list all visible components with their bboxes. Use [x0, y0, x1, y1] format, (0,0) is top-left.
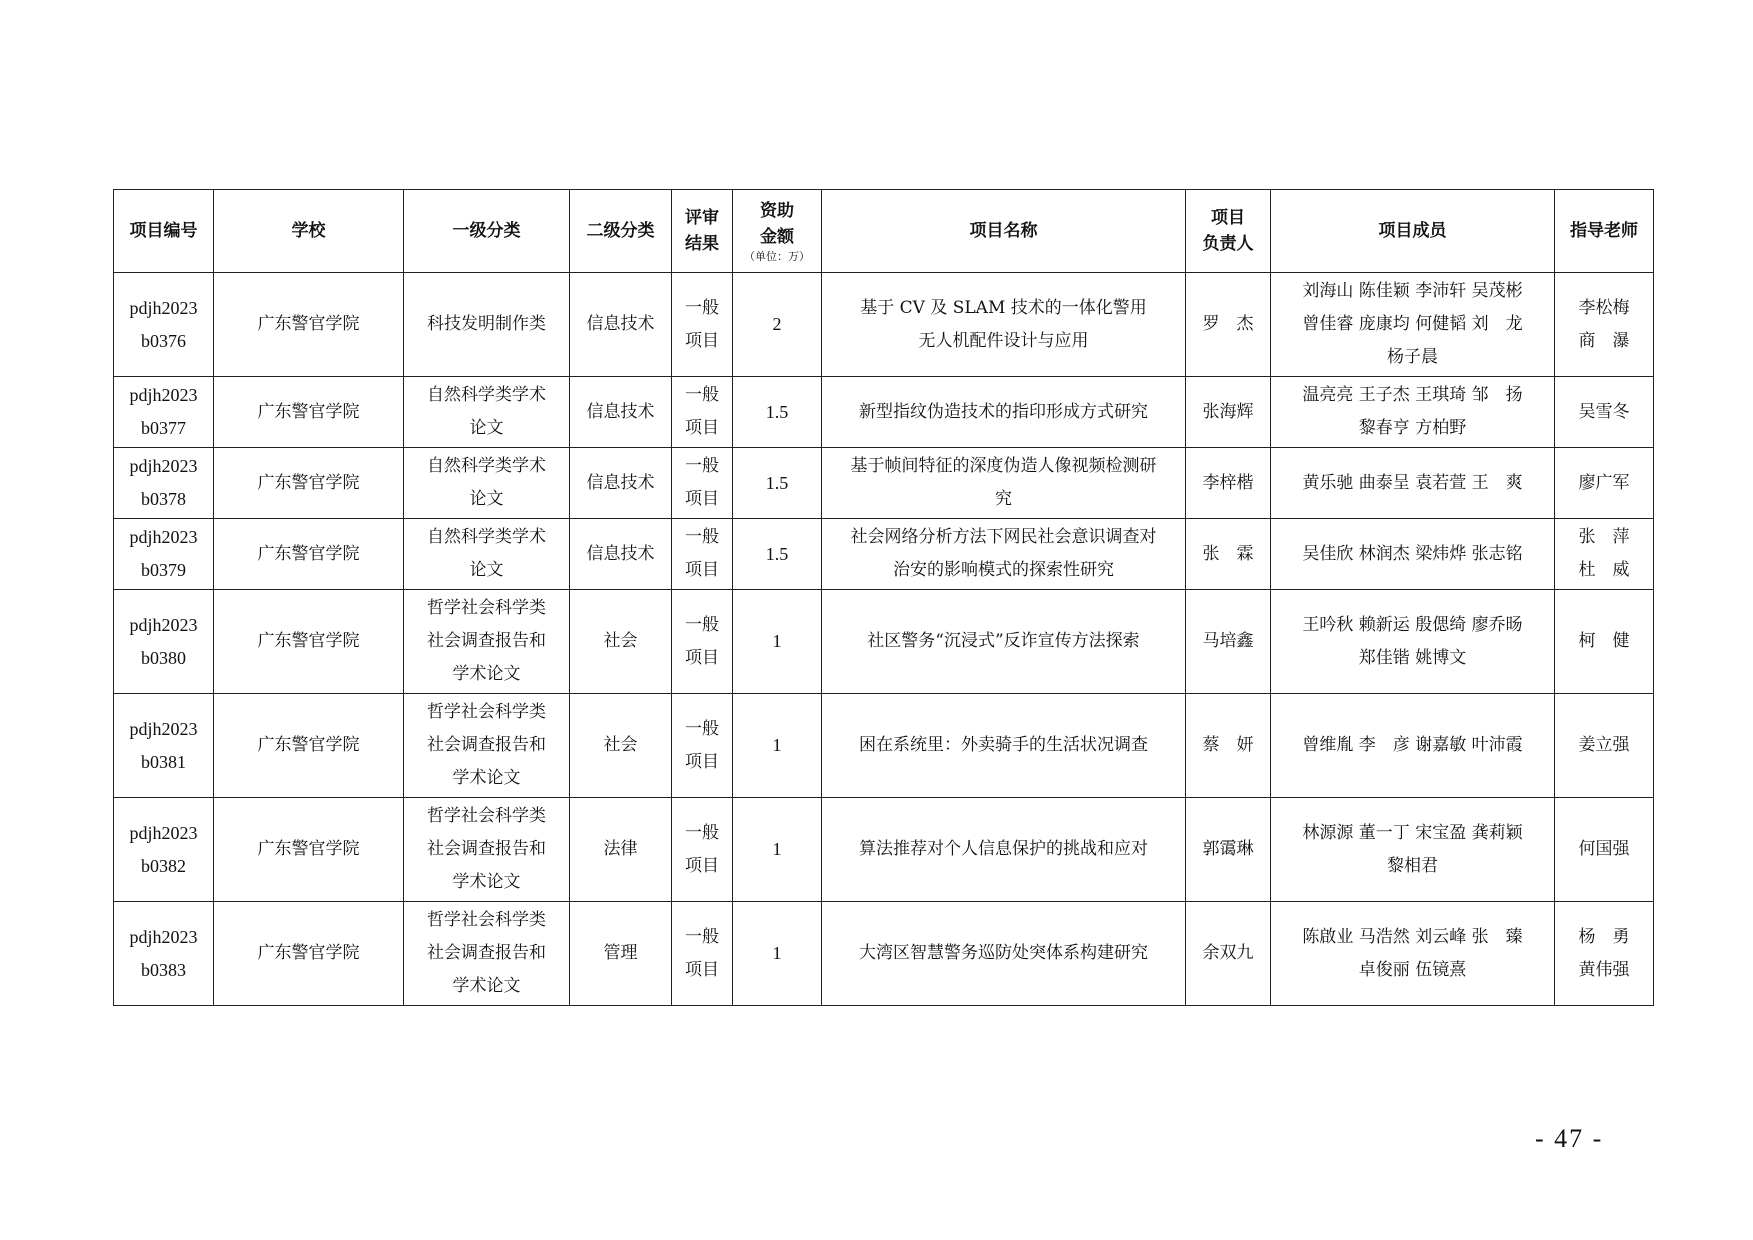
cell-school: 广东警官学院 [214, 798, 404, 902]
cell-project-name: 社区警务“沉浸式”反诈宣传方法探索 [822, 590, 1186, 694]
cell-advisor: 李松梅 商 瀑 [1555, 273, 1654, 377]
table-body [114, 273, 1654, 1006]
cell-cat2: 信息技术 [570, 448, 672, 519]
table-row [114, 448, 1654, 519]
cell-code: pdjh2023 b0376 [114, 273, 214, 377]
cell-result: 一般 项目 [672, 902, 733, 1006]
cell-cat2: 信息技术 [570, 273, 672, 377]
header-school: 学校 [214, 190, 404, 273]
cell-cat1: 哲学社会科学类 社会调查报告和 学术论文 [404, 798, 570, 902]
cell-advisor: 吴雪冬 [1555, 377, 1654, 448]
cell-funding: 1 [733, 902, 822, 1006]
cell-project-name: 社会网络分析方法下网民社会意识调查对 治安的影响模式的探索性研究 [822, 519, 1186, 590]
cell-cat2: 管理 [570, 902, 672, 1006]
cell-funding: 1.5 [733, 377, 822, 448]
cell-result: 一般 项目 [672, 273, 733, 377]
project-table [113, 189, 1654, 1006]
table-row [114, 590, 1654, 694]
cell-members: 曾维胤 李 彦 谢嘉敏 叶沛霞 [1271, 694, 1555, 798]
cell-members: 林源源 董一丁 宋宝盈 龚莉颖 黎相君 [1271, 798, 1555, 902]
cell-leader: 郭霭琳 [1186, 798, 1271, 902]
cell-members: 王吟秋 赖新运 殷偲绮 廖乔旸 郑佳锴 姚博文 [1271, 590, 1555, 694]
cell-advisor: 姜立强 [1555, 694, 1654, 798]
cell-code: pdjh2023 b0382 [114, 798, 214, 902]
cell-cat2: 法律 [570, 798, 672, 902]
cell-school: 广东警官学院 [214, 902, 404, 1006]
cell-code: pdjh2023 b0380 [114, 590, 214, 694]
cell-code: pdjh2023 b0381 [114, 694, 214, 798]
header-name: 项目名称 [822, 190, 1186, 273]
cell-result: 一般 项目 [672, 694, 733, 798]
cell-school: 广东警官学院 [214, 694, 404, 798]
cell-leader: 罗 杰 [1186, 273, 1271, 377]
cell-funding: 1 [733, 590, 822, 694]
header-funding [733, 190, 822, 273]
cell-project-name: 大湾区智慧警务巡防处突体系构建研究 [822, 902, 1186, 1006]
header-result: 评审 结果 [672, 190, 733, 273]
cell-funding: 1.5 [733, 448, 822, 519]
cell-advisor: 杨 勇 黄伟强 [1555, 902, 1654, 1006]
cell-result: 一般 项目 [672, 519, 733, 590]
cell-school: 广东警官学院 [214, 448, 404, 519]
cell-members: 温亮亮 王子杰 王琪琦 邹 扬 黎春亨 方柏野 [1271, 377, 1555, 448]
cell-advisor: 柯 健 [1555, 590, 1654, 694]
page-number: - 47 - [1535, 1124, 1604, 1153]
cell-code: pdjh2023 b0383 [114, 902, 214, 1006]
cell-code: pdjh2023 b0378 [114, 448, 214, 519]
cell-advisor: 张 萍 杜 威 [1555, 519, 1654, 590]
table-row [114, 519, 1654, 590]
cell-cat1: 自然科学类学术 论文 [404, 377, 570, 448]
cell-cat1: 哲学社会科学类 社会调查报告和 学术论文 [404, 590, 570, 694]
cell-leader: 张海辉 [1186, 377, 1271, 448]
cell-cat1: 哲学社会科学类 社会调查报告和 学术论文 [404, 902, 570, 1006]
cell-school: 广东警官学院 [214, 377, 404, 448]
cell-cat1: 科技发明制作类 [404, 273, 570, 377]
cell-project-name: 基于帧间特征的深度伪造人像视频检测研 究 [822, 448, 1186, 519]
cell-school: 广东警官学院 [214, 590, 404, 694]
cell-funding: 1 [733, 798, 822, 902]
header-advisor: 指导老师 [1555, 190, 1654, 273]
cell-leader: 张 霖 [1186, 519, 1271, 590]
cell-leader: 余双九 [1186, 902, 1271, 1006]
cell-project-name: 困在系统里：外卖骑手的生活状况调查 [822, 694, 1186, 798]
cell-school: 广东警官学院 [214, 519, 404, 590]
header-cat2: 二级分类 [570, 190, 672, 273]
cell-cat1: 自然科学类学术 论文 [404, 448, 570, 519]
cell-funding: 1 [733, 694, 822, 798]
cell-funding: 2 [733, 273, 822, 377]
cell-result: 一般 项目 [672, 798, 733, 902]
table-row [114, 377, 1654, 448]
cell-members: 吴佳欣 林润杰 梁炜烨 张志铭 [1271, 519, 1555, 590]
cell-cat1: 哲学社会科学类 社会调查报告和 学术论文 [404, 694, 570, 798]
table-row [114, 902, 1654, 1006]
cell-leader: 马培鑫 [1186, 590, 1271, 694]
cell-funding: 1.5 [733, 519, 822, 590]
cell-cat2: 社会 [570, 694, 672, 798]
header-row [114, 190, 1654, 273]
cell-code: pdjh2023 b0377 [114, 377, 214, 448]
header-funding-label: 资助 金额 [760, 201, 794, 247]
cell-code: pdjh2023 b0379 [114, 519, 214, 590]
cell-cat2: 信息技术 [570, 377, 672, 448]
header-cat1: 一级分类 [404, 190, 570, 273]
cell-project-name: 算法推荐对个人信息保护的挑战和应对 [822, 798, 1186, 902]
header-leader: 项目 负责人 [1186, 190, 1271, 273]
cell-advisor: 何国强 [1555, 798, 1654, 902]
cell-result: 一般 项目 [672, 377, 733, 448]
header-code: 项目编号 [114, 190, 214, 273]
cell-school: 广东警官学院 [214, 273, 404, 377]
cell-project-name: 新型指纹伪造技术的指印形成方式研究 [822, 377, 1186, 448]
cell-cat1: 自然科学类学术 论文 [404, 519, 570, 590]
cell-members: 刘海山 陈佳颖 李沛轩 吴茂彬 曾佳睿 庞康均 何健韬 刘 龙 杨子晨 [1271, 273, 1555, 377]
table-row [114, 273, 1654, 377]
cell-cat2: 信息技术 [570, 519, 672, 590]
cell-result: 一般 项目 [672, 448, 733, 519]
cell-leader: 蔡 妍 [1186, 694, 1271, 798]
header-funding-unit: （单位：万） [744, 250, 810, 263]
cell-project-name: 基于 CV 及 SLAM 技术的一体化警用 无人机配件设计与应用 [822, 273, 1186, 377]
table-row [114, 798, 1654, 902]
cell-members: 陈啟业 马浩然 刘云峰 张 臻 卓俊丽 伍镜熹 [1271, 902, 1555, 1006]
table-row [114, 694, 1654, 798]
cell-result: 一般 项目 [672, 590, 733, 694]
cell-cat2: 社会 [570, 590, 672, 694]
cell-members: 黄乐驰 曲泰呈 袁若萱 王 爽 [1271, 448, 1555, 519]
cell-advisor: 廖广军 [1555, 448, 1654, 519]
cell-leader: 李梓楷 [1186, 448, 1271, 519]
header-members: 项目成员 [1271, 190, 1555, 273]
